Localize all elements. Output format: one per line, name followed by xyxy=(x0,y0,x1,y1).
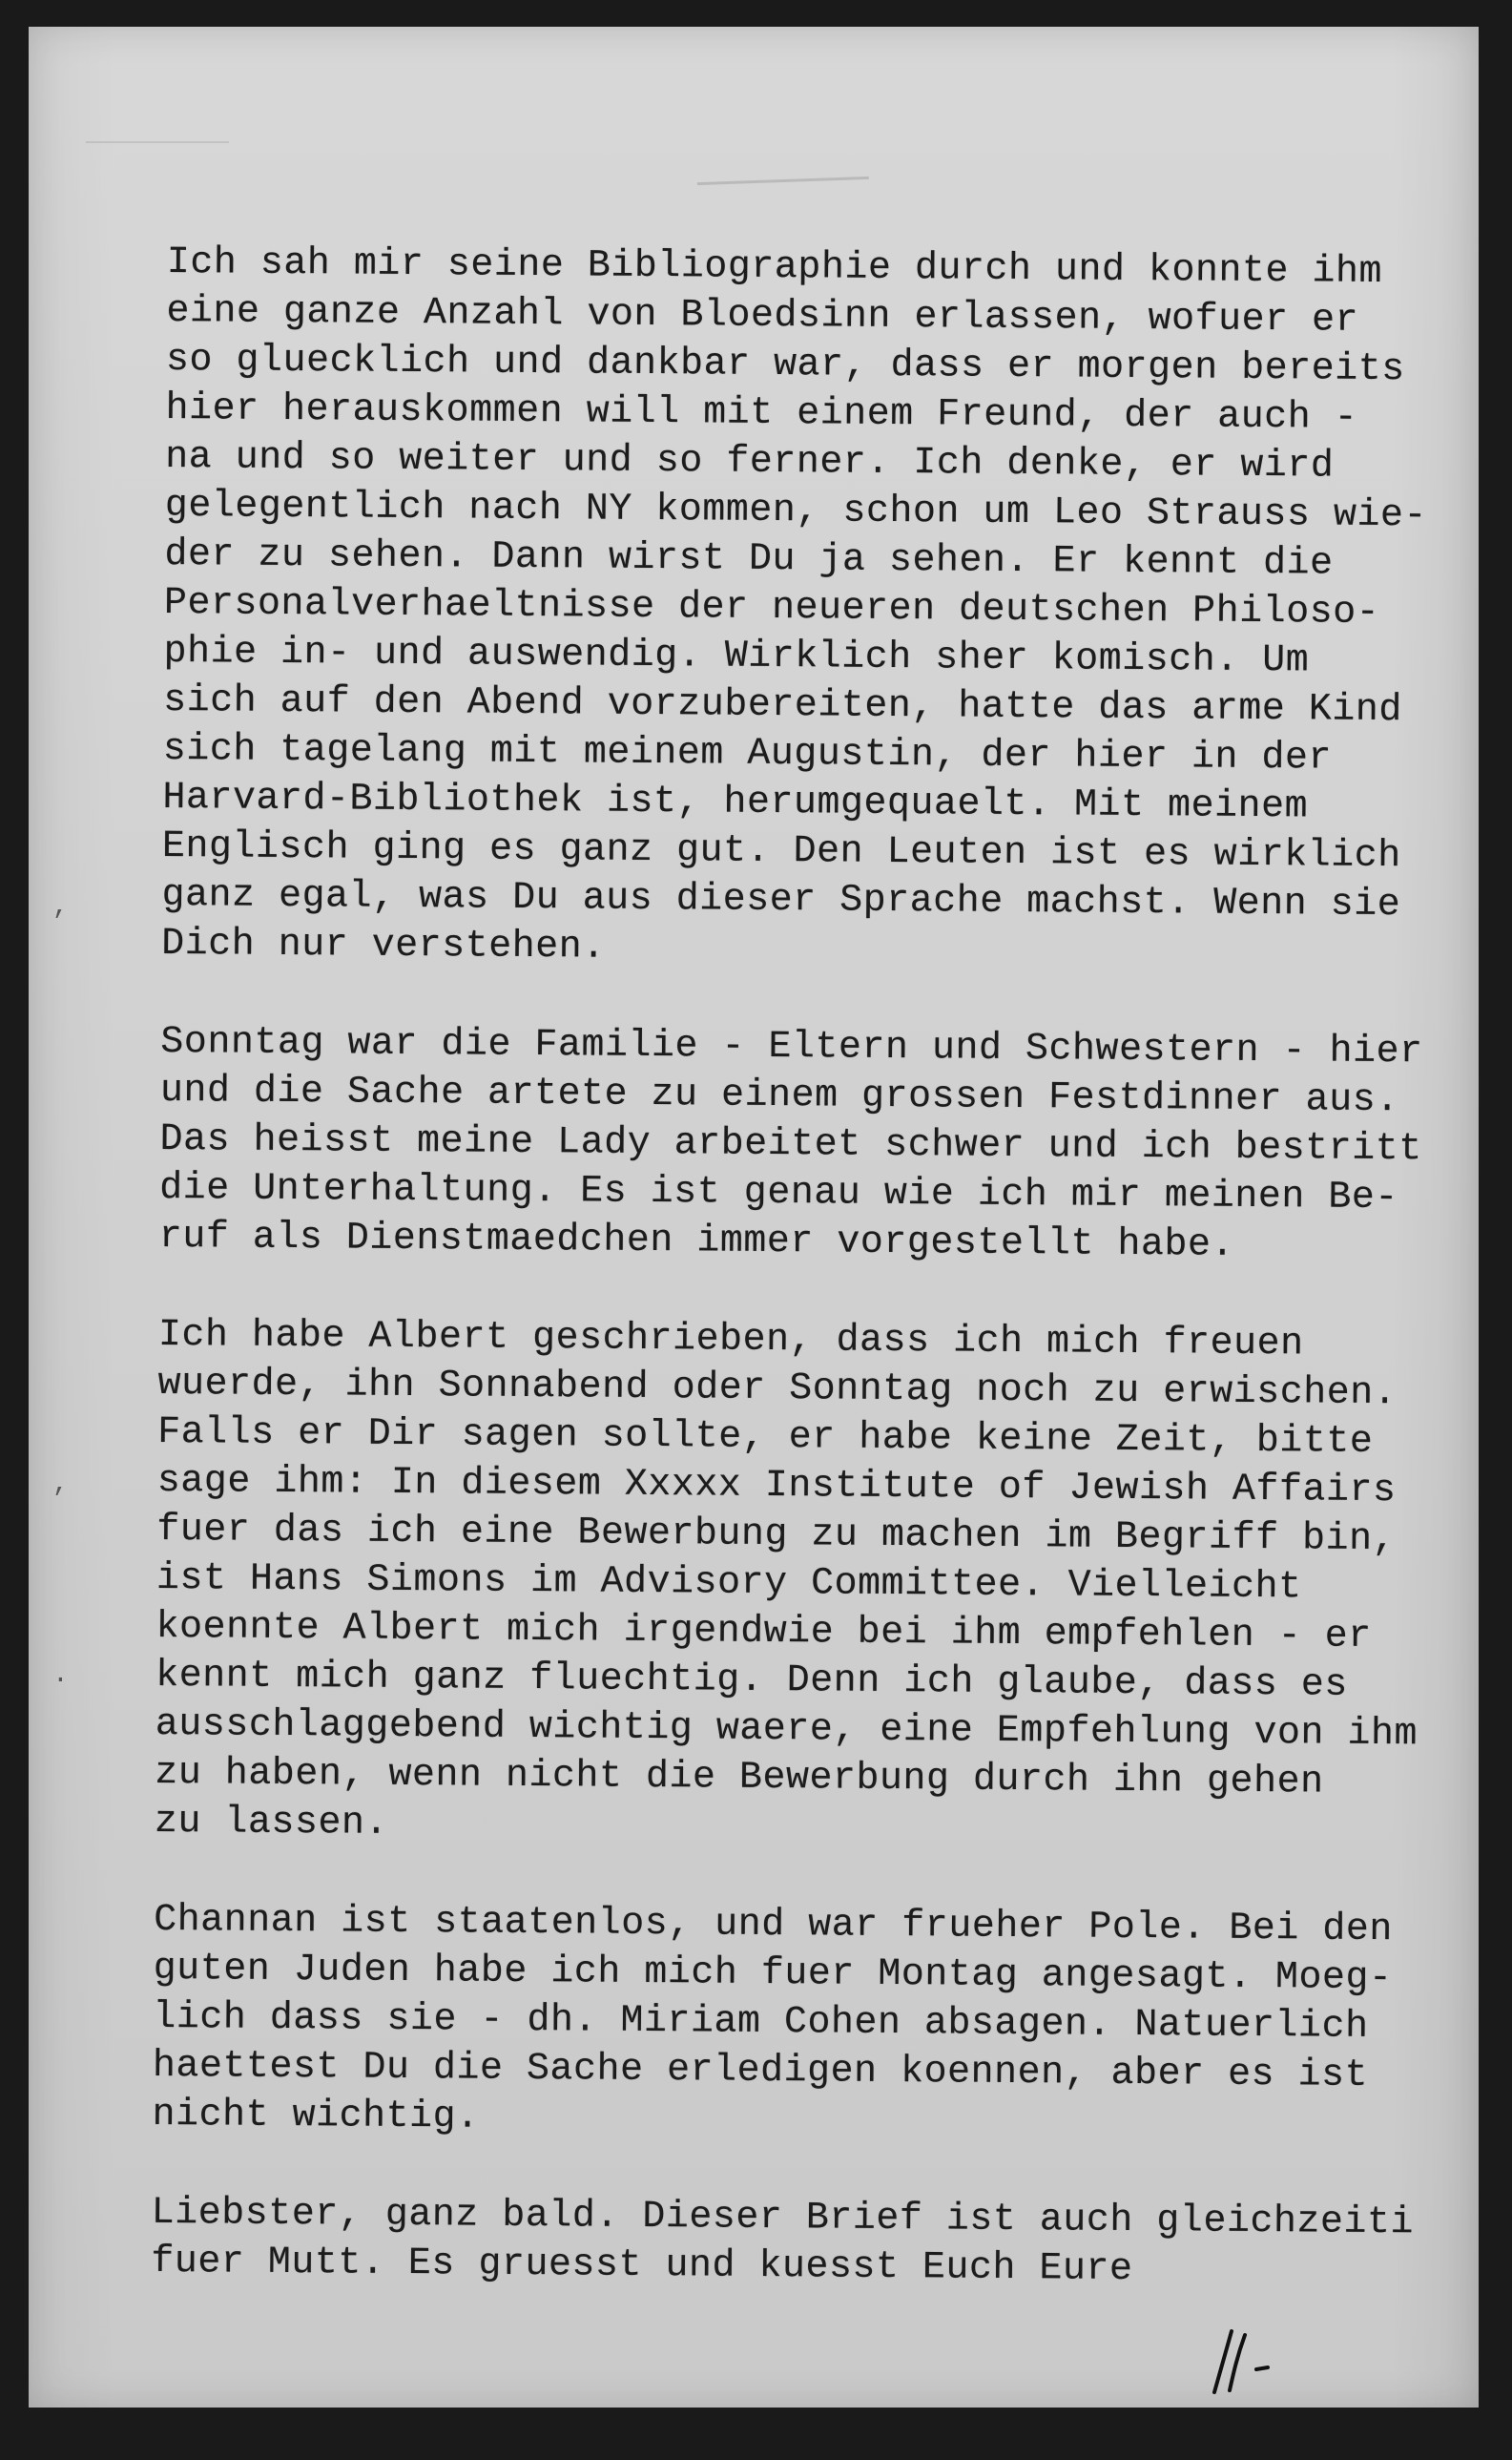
letter-line: sich auf den Abend vorzubereiten, hatte das arme Kind xyxy=(163,678,1403,733)
letter-line: Falls er Dir sagen sollte, er habe keine Zeit, bitte xyxy=(156,1410,1374,1464)
letter-line: lich dass sie - dh. Miriam Cohen absagen. Natuerlich xyxy=(153,1995,1369,2049)
letter-line: eine ganze Anzahl von Bloedsinn erlassen, wofuer er xyxy=(166,289,1359,343)
ink-bleed-mark xyxy=(86,103,229,143)
letter-line: ruf als Dienstmaedchen immer vorgestellt habe. xyxy=(158,1215,1235,1267)
letter-line: fuer Mutt. Es gruesst und kuesst Euch Eure xyxy=(151,2240,1133,2292)
letter-line: Dich nur verstehen. xyxy=(161,922,606,969)
letter-line: und die Sache artete zu einem grossen Festdinner aus. xyxy=(159,1069,1399,1123)
letter-line: haettest Du die Sache erledigen koennen, aber es ist xyxy=(152,2044,1369,2097)
letter-line: na und so weiter und so ferner. Ich denke, er wird xyxy=(165,435,1335,489)
letter-line: zu lassen. xyxy=(154,1800,389,1845)
margin-mark: , xyxy=(52,1470,69,1499)
letter-line: kennt mich ganz fluechtig. Denn ich glaube, dass es xyxy=(155,1654,1349,1707)
letter-paragraph xyxy=(159,1018,1478,1272)
letter-line: der zu sehen. Dann wirst Du ja sehen. Er kennt die xyxy=(164,532,1334,586)
letter-line: ganz egal, was Du aus dieser Sprache machst. Wenn sie xyxy=(161,873,1401,928)
letter-line: ist Hans Simons im Advisory Committee. Vielleicht xyxy=(155,1556,1302,1610)
letter-line: Sonntag war die Familie - Eltern und Schwestern - hier xyxy=(160,1020,1423,1074)
letter-line: fuer das ich eine Bewerbung zu machen im Begriff bin, xyxy=(156,1508,1397,1562)
letter-line: Personalverhaeltnisse der neueren deutschen Philoso- xyxy=(163,581,1380,635)
letter-paragraph xyxy=(151,2189,1468,2297)
letter-line: gelegentlich nach NY kommen, schon um Leo Strauss wie- xyxy=(164,484,1428,538)
letter-line: ausschlaggebend wichtig waere, eine Empfehlung von ihm xyxy=(155,1702,1419,1757)
letter-line: Das heisst meine Lady arbeitet schwer und ich bestritt xyxy=(159,1117,1422,1172)
letter-line: wuerde, ihn Sonnabend oder Sonntag noch zu erwischen. xyxy=(157,1362,1398,1416)
letter-body xyxy=(151,239,1483,2346)
letter-line: so gluecklich und dankbar war, dass er morgen bereits xyxy=(165,338,1405,392)
letter-line: sage ihm: In diesem Xxxxx Institute of Jewish Affairs xyxy=(156,1459,1397,1513)
letter-line: nicht wichtig. xyxy=(152,2093,480,2139)
letter-line: hier herauskommen will mit einem Freund, der auch - xyxy=(165,386,1358,440)
letter-line: Ich habe Albert geschrieben, dass ich mich freuen xyxy=(157,1313,1304,1366)
margin-mark: , xyxy=(52,892,69,922)
letter-paragraph xyxy=(152,1896,1470,2150)
letter-line: Channan ist staatenlos, und war frueher Pole. Bei den xyxy=(153,1898,1394,1952)
letter-line: zu haben, wenn nicht die Bewerbung durch ihn gehen xyxy=(155,1751,1324,1804)
letter-line: phie in- und auswendig. Wirklich sher komisch. Um xyxy=(163,630,1310,683)
letter-line: Ich sah mir seine Bibliographie durch und konnte ihm xyxy=(166,240,1383,295)
letter-line: sich tagelang mit meinem Augustin, der hier in der xyxy=(162,727,1333,781)
letter-paragraph xyxy=(161,239,1483,979)
letter-line: Liebster, ganz bald. Dieser Brief ist auch gleichzeiti xyxy=(151,2191,1415,2245)
letter-line: Harvard-Bibliothek ist, herumgequaelt. Mit meinem xyxy=(162,776,1309,829)
letter-line: koennte Albert mich irgendwie bei ihm empfehlen - er xyxy=(155,1605,1372,1658)
margin-mark: . xyxy=(52,1660,69,1690)
letter-paragraph xyxy=(155,1311,1475,1857)
letter-line: die Unterhaltung. Es ist genau wie ich mir meinen Be- xyxy=(159,1166,1399,1220)
handwritten-signature xyxy=(1197,2324,1283,2400)
letter-line: guten Juden habe ich mich fuer Montag angesagt. Moeg- xyxy=(153,1947,1393,2001)
letter-line: Englisch ging es ganz gut. Den Leuten ist es wirklich xyxy=(161,824,1401,879)
ink-bleed-mark xyxy=(695,129,869,185)
